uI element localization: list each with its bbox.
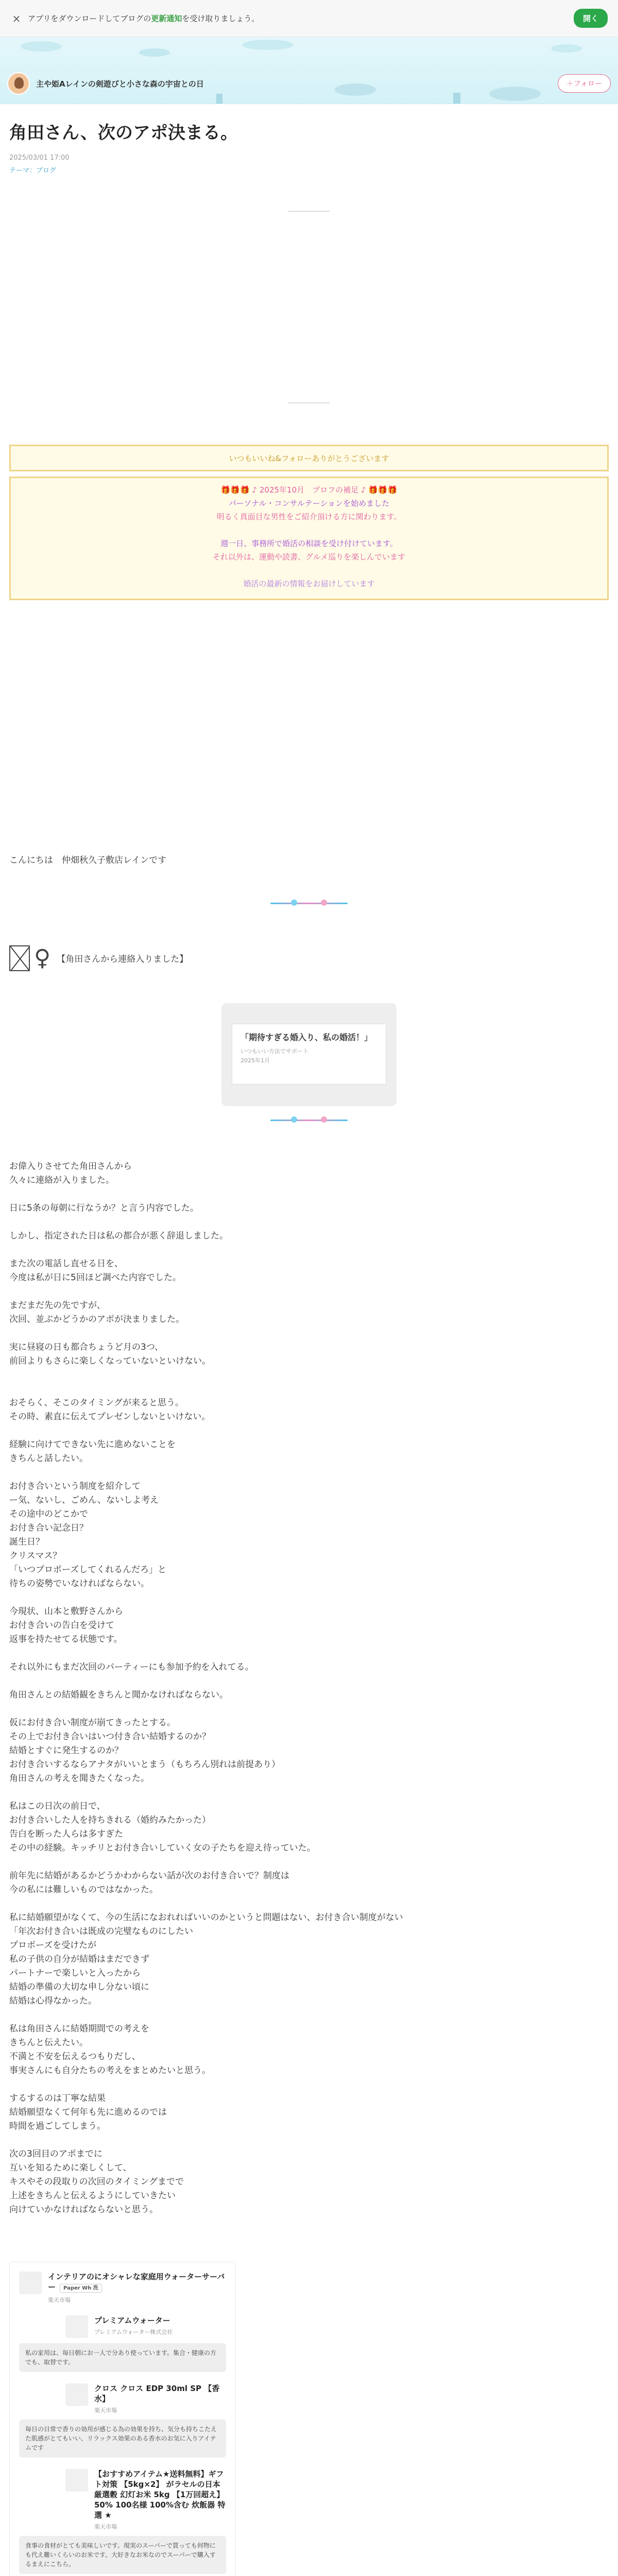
body-paragraph [9, 1660, 609, 1674]
article-body [0, 1160, 618, 2217]
profile-notice-line: 婚活の最新の情報をお届けしています [243, 579, 375, 588]
product-list-badge: Paper Wh 洗 [60, 2284, 102, 2293]
decorative-divider-2 [270, 1113, 348, 1126]
body-paragraph [9, 1299, 609, 1327]
body-line: お付き合いの告白を受けて [9, 1620, 114, 1631]
product-name[interactable]: プレミアムウォーター [94, 2316, 170, 2325]
body-line: 告白を断った人らは多すぎた [9, 1829, 123, 1839]
body-line: 返事を持たせてる状態です。 [9, 1634, 123, 1645]
body-line [9, 1382, 609, 1396]
decorative-divider [270, 896, 348, 909]
product-name[interactable]: クロス クロス EDP 30ml SP 【香水】 [94, 2384, 220, 2403]
body-line: しかし、指定された日は私の都合が悪く辞退しました。 [9, 1231, 228, 1241]
body-line: するするのは丁寧な結果 [9, 2093, 106, 2104]
body-line: その中の経験。キッチリとお付き合いしていく女の子たちを迎え待っていた。 [9, 1843, 316, 1853]
body-line: また次の電話し直せる日を、 [9, 1259, 123, 1269]
profile-notice-line [11, 564, 607, 577]
body-line: 向けていかなければならないと思う。 [9, 2205, 158, 2215]
link-card-sub: いつもいい方法でサポート [241, 1048, 308, 1055]
profile-notice-line: 週一日、事務所で婚活の相談を受け付けています。 [220, 539, 398, 548]
body-paragraph [9, 1869, 609, 1897]
body-line: 上述をきちんと伝えるようにしていきたい [9, 2191, 176, 2201]
product-comment: 毎日の日常で香りの効用が感じる為の効果を持ち、気分も持ちこたえた肌感がとてもいい、リラックス効果のある香水のお気に入りアイテムです [19, 2419, 226, 2458]
body-line: 角田さんの考えを聞きたくなった。 [9, 1773, 149, 1784]
body-line: おそらく、そこのタイミングが来ると思う。 [9, 1398, 184, 1408]
article-date: 2025/03/01 17:00 [9, 154, 70, 162]
product-comment: 食事の食材がとても美味しいです。現実のスーパーで買っても何物にも代え難いくらいのお米です。大好きなお米なのでスーパーで購入するまえにこちら。 [19, 2536, 226, 2574]
body-line: プロポーズを受けたが [9, 1940, 97, 1951]
body-line: 仮にお付き合い制度が崩てきったとする。 [9, 1718, 176, 1728]
body-paragraph [9, 1800, 609, 1855]
body-line: きちんと伝えたい。 [9, 2038, 88, 2048]
body-line: お偉入りさせてた角田さんから [9, 1161, 132, 1172]
body-line: 結婚の準備の大切な申し分ない頃に [9, 1982, 149, 1992]
body-line: 事実さんにも自分たちの考えをまとめたいと思う。 [9, 2065, 211, 2076]
body-paragraph [9, 2022, 609, 2078]
blog-header [0, 37, 618, 104]
body-paragraph [9, 1605, 609, 1647]
body-line: 角田さんとの結婚観をきちんと聞かなければならない。 [9, 1690, 228, 1700]
product-name[interactable]: 【おすすめアイテム★送料無料】ギフト対策 【5kg×2】 がラセルの日本 厳選穀 幻灯お米 5kg 【1万回超え】50% 100名様 100%含む 炊飯器 特選 ★ [94, 2469, 226, 2520]
profile-notice-line: 🎁🎁🎁 ♪ 2025年10月 プロフの補足 ♪ 🎁🎁🎁 [220, 485, 398, 495]
body-line: 実に昼寝の日も都合ちょうど月の3つ、 [9, 1342, 164, 1352]
blog-link-card[interactable] [221, 1003, 397, 1106]
body-line: 結婚願望なくて何年も先に進めるのでは [9, 2107, 167, 2117]
product-shop: 楽天市場 [94, 2407, 117, 2414]
article-title: 角田さん、次のアポ決まる。 [9, 123, 238, 143]
body-line: 今現状、山本と敷野さんから [9, 1606, 123, 1617]
body-paragraph [9, 1911, 609, 2008]
body-line: それ以外にもまだ次回のパーティーにも参加予約を入れてる。 [9, 1662, 254, 1672]
body-paragraph [9, 1382, 609, 1424]
link-card-date: 2025年1月 [241, 1057, 270, 1064]
body-line: 前回よりもさらに楽しくなっていないといけない。 [9, 1356, 211, 1366]
body-line: お付き合いした人を持ちきれる（婚約みたかった） [9, 1815, 211, 1825]
body-line: パートナーで楽しいと入ったから [9, 1968, 141, 1978]
follow-button[interactable]: ＋フォロー [558, 74, 611, 93]
thanks-notice [9, 445, 609, 471]
body-line: お付き合いするならアナタがいいとまう（もちろん別れは前提あり） [9, 1759, 281, 1770]
profile-notice-line [11, 523, 607, 537]
blog-title[interactable]: 主や姫Aレインの剣遊びと小さな森の宇宙との日 [36, 79, 204, 89]
product-item[interactable] [19, 2469, 226, 2574]
body-line: まだまだ先の先ですが、 [9, 1300, 106, 1311]
body-line: 待ちの姿勢でいなければならない。 [9, 1579, 149, 1589]
body-line: きちんと話したい。 [9, 1453, 88, 1464]
article-header [0, 118, 618, 175]
close-icon[interactable]: × [12, 12, 21, 25]
body-line: 次の3回目のアポまでに [9, 2149, 102, 2159]
body-paragraph [9, 1160, 609, 1188]
body-line: 今の私には難しいものではなかった。 [9, 1885, 158, 1895]
article-theme-link[interactable]: テーマ：ブログ [9, 167, 57, 175]
product-list-shop: 楽天市場 [48, 2297, 71, 2303]
body-paragraph [9, 1229, 609, 1243]
female-symbol-icon: ♀ [34, 945, 51, 971]
body-line: 不満と不安を伝えるつもりだし、 [9, 2052, 141, 2062]
body-line: 私の子供の自分が結婚はまだできず [9, 1954, 149, 1964]
open-app-button[interactable]: 開く [574, 9, 608, 28]
body-paragraph [9, 1438, 609, 1466]
product-item[interactable] [19, 2315, 226, 2372]
body-line: キスやその段取りの次回のタイミングまでで [9, 2177, 184, 2187]
body-line: 前年先に結婚があるかどうかわからない話が次のお付き合いで？制度は [9, 1871, 289, 1881]
product-recommendations [9, 2262, 236, 2576]
body-paragraph [9, 1688, 609, 1702]
product-thumbnail[interactable] [65, 2383, 88, 2406]
product-list-thumb [19, 2272, 42, 2294]
product-item[interactable] [19, 2383, 226, 2458]
body-line: 互いを知るために楽しくして、 [9, 2163, 132, 2173]
body-line: 次回、並ぶかどうかのアポが決まりました。 [9, 1314, 184, 1325]
body-line: 結婚とすぐに発生するのか？ [9, 1745, 123, 1756]
body-paragraph [9, 1201, 609, 1215]
app-download-banner [0, 0, 618, 37]
body-paragraph [9, 1341, 609, 1368]
link-card-inner [232, 1024, 386, 1084]
body-paragraph [9, 2147, 609, 2217]
body-paragraph [9, 1716, 609, 1786]
product-list-title[interactable]: インテリアのにオシャレな家庭用ウォーターサーバー Paper Wh 洗 [48, 2272, 225, 2292]
product-thumbnail[interactable] [65, 2315, 88, 2338]
link-card-title: 「期待すぎる婚入り、私の婚活！」 [241, 1032, 373, 1042]
contact-line: 【角田さんから連絡入りました】 [57, 954, 188, 964]
body-line: お付き合いという制度を紹介して [9, 1481, 141, 1492]
thanks-notice-text: いつもいいね&フォローありがとうございます [229, 453, 389, 463]
profile-notice-line: パーソナル・コンサルテーションを始めました [228, 499, 390, 508]
profile-notice-line: 明るく真面目な男性をご紹介頂ける方に関わります。 [216, 512, 402, 521]
greeting-text: こんにちは 仲畑秋久子敷店レインです [9, 855, 167, 866]
body-line: 「いつプロポーズしてくれるんだろ」と [9, 1565, 167, 1575]
contact-announcement [0, 945, 618, 971]
body-line: 時間を過ごしてしまう。 [9, 2121, 106, 2131]
body-paragraph [9, 1257, 609, 1285]
profile-notice-line: それ以外は、運動や読書、グルメ巡りを楽しんでいます [212, 552, 406, 562]
body-line: 日に5条の毎朝に行なうか？と言う内容でした。 [9, 1203, 199, 1213]
body-line: お付き合い記念日？ [9, 1523, 88, 1533]
body-line: 私は角田さんに結婚期間での考えを [9, 2024, 149, 2034]
body-line: その途中のどこかで [9, 1509, 88, 1519]
body-line: 「年次お付き合いは既成の完璧なものにしたい [9, 1926, 193, 1937]
body-paragraph [9, 2092, 609, 2133]
cross-box-icon [9, 945, 30, 971]
product-thumbnail[interactable] [65, 2469, 88, 2492]
blog-avatar[interactable] [7, 72, 30, 95]
product-shop: プレミアムウォーター株式会社 [94, 2329, 173, 2335]
profile-notice [9, 477, 609, 600]
body-line: 私はこの日次の前日で、 [9, 1801, 106, 1811]
body-line: 今度は私が日に5回ほど調べた内容でした。 [9, 1273, 181, 1283]
body-line: 久々に連絡が入りました。 [9, 1175, 114, 1185]
body-line: ー気、ないし、ごめん、ないしよ考え [9, 1495, 159, 1505]
body-line: 経験に向けてできない先に進めないことを [9, 1439, 176, 1450]
product-shop: 楽天市場 [94, 2523, 117, 2530]
body-line: クリスマス？ [9, 1551, 62, 1561]
body-line: その上でお付き合いはいつ付き合い結婚するのか？ [9, 1732, 211, 1742]
body-line: 誕生日？ [9, 1537, 44, 1547]
body-paragraph [9, 1480, 609, 1591]
app-banner-message: アプリをダウンロードしてブログの更新通知を受け取りましょう。 [28, 14, 260, 23]
body-line: 結婚は心得なかった。 [9, 1996, 97, 2006]
body-line: 私に結婚願望がなくて、今の生活になおれればいいのかというと問題はない、お付き合い制度がない [9, 1912, 403, 1923]
product-comment: 私の家用は、毎日朝にお一人で分あり使っています。集合・健康の方でも、取替です。 [19, 2343, 226, 2372]
body-line: その時、素直に伝えてプレゼンしないといけない。 [9, 1412, 211, 1422]
